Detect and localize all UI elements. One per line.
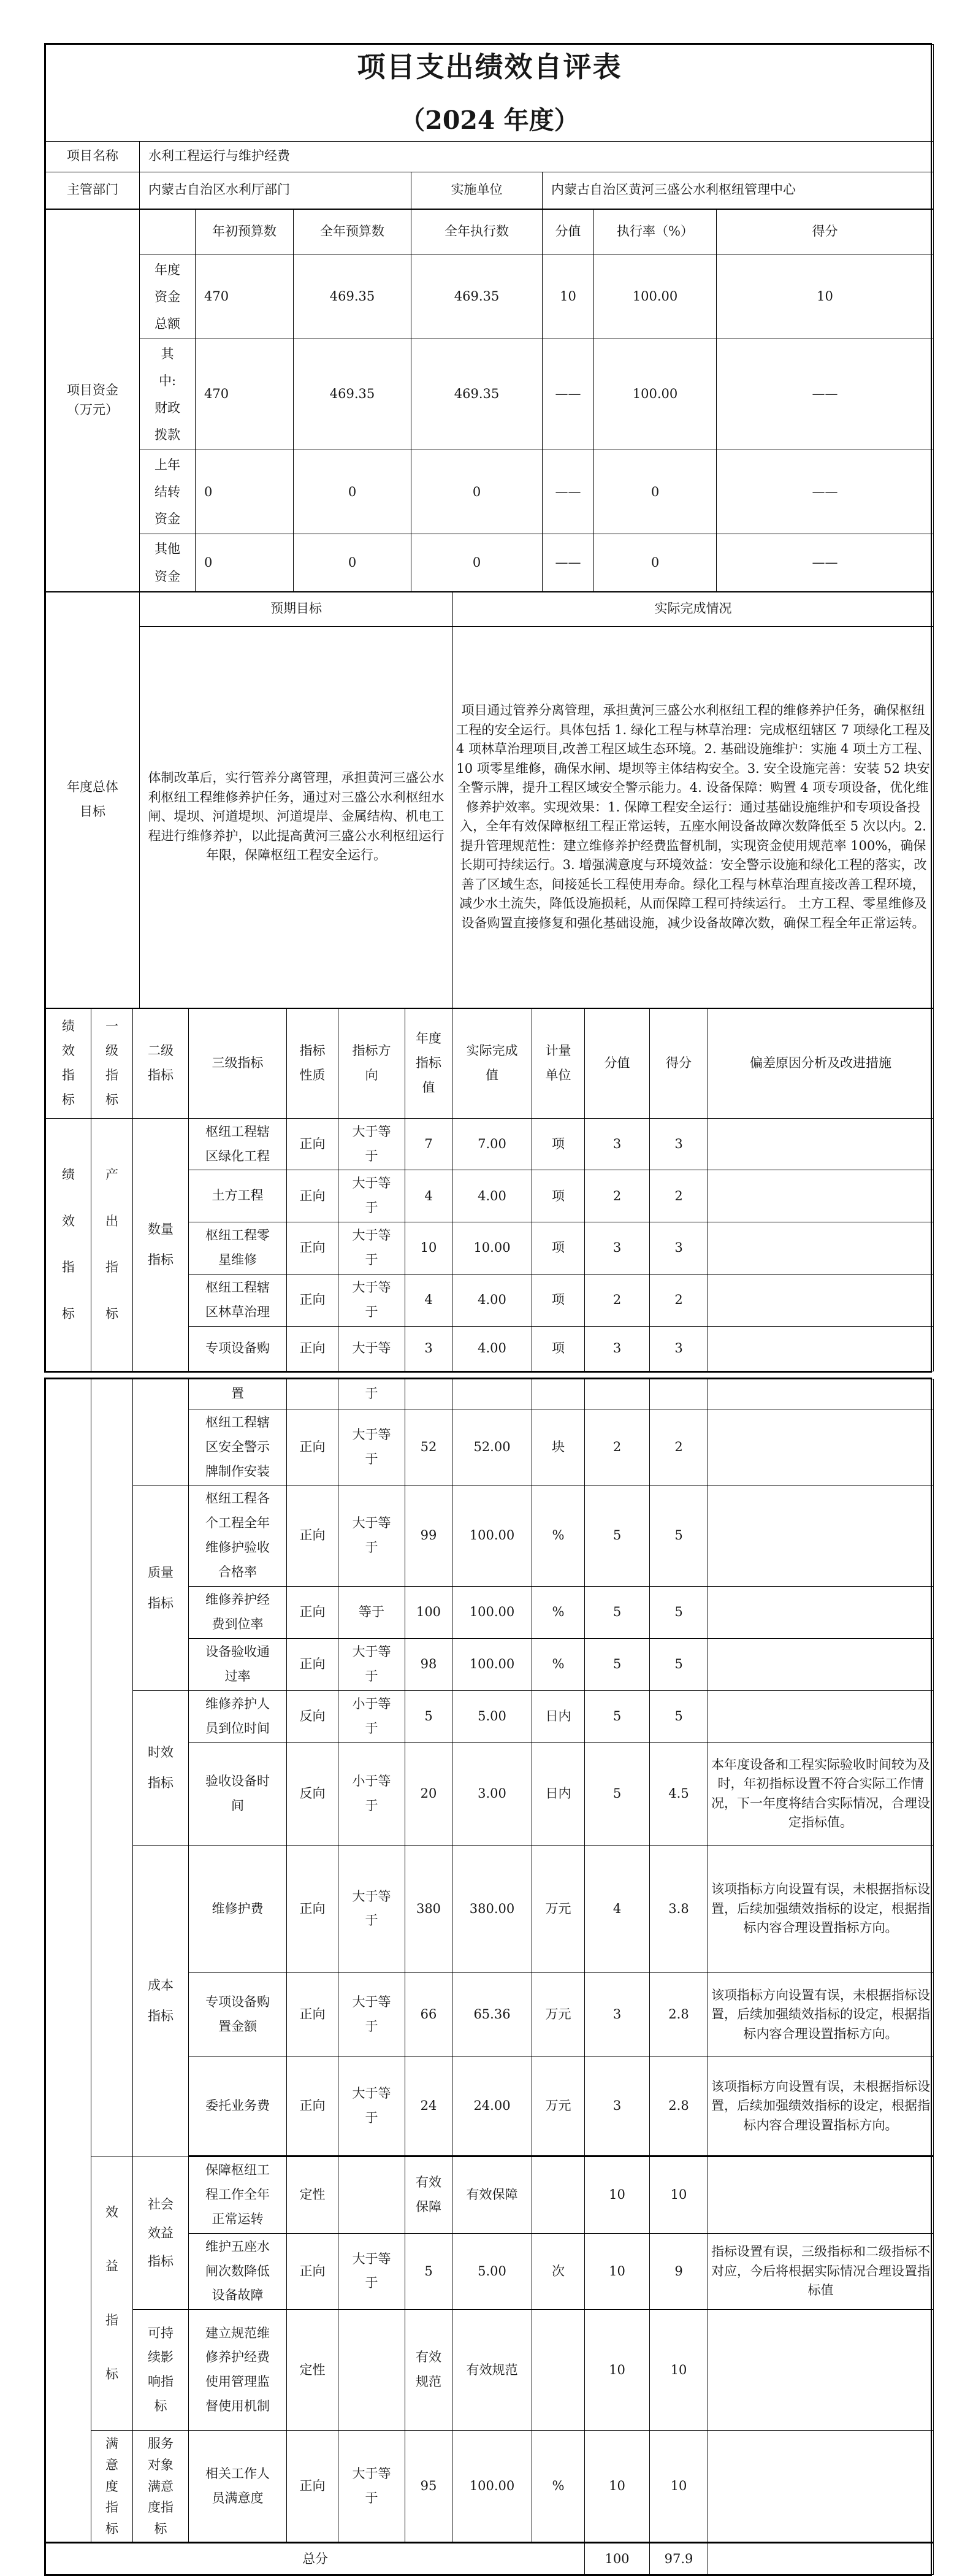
page-title: 项目支出绩效自评表 [357, 50, 622, 83]
cell-nature: 定性 [287, 2310, 338, 2431]
cell-remark: 该项指标方向设置有误，未根据指标设置，后续加强绩效指标的设定，根据指标内容合理设置指标方向。 [708, 1845, 934, 1972]
funding-carryover-rate: 0 [594, 450, 717, 534]
cell-l3: 枢纽工程各个工程全年维修护验收合格率 [189, 1485, 287, 1587]
funding-fiscal-label: 其中:财政拨款 [140, 339, 196, 450]
cell-points: 4.5 [650, 1742, 708, 1845]
cell-points: 3.8 [650, 1845, 708, 1972]
cell-score: 2 [585, 1409, 650, 1485]
header-indicator-nature: 指标性质 [287, 1008, 338, 1118]
cell-score [585, 1379, 650, 1409]
cell-remark: 本年度设备和工程实际验收时间较为及时，年初指标设置不符合实际工作情况，下一年度将结合实际情况，合理设定指标值。 [708, 1742, 934, 1845]
cell-score: 3 [585, 2057, 650, 2156]
cell-score: 10 [585, 2310, 650, 2431]
total-points-value: 97.9 [650, 2543, 708, 2575]
cell-unit: % [532, 1638, 585, 1690]
implementing-unit-label: 实施单位 [411, 172, 543, 209]
cell-nature: 正向 [287, 1485, 338, 1587]
goals-expected-header: 预期目标 [140, 592, 453, 626]
cell-remark [708, 1485, 934, 1587]
cell-l3: 专项设备购 [189, 1326, 287, 1371]
cell-target: 98 [405, 1638, 452, 1690]
indicator-header-row [46, 1008, 934, 1118]
goals-row-label: 年度总体目标 [46, 592, 140, 1008]
cell-remark [708, 2431, 934, 2543]
cell-unit [532, 1379, 585, 1409]
indicator-table-page2 [45, 1379, 934, 2575]
cell-remark [708, 1326, 934, 1371]
cell-actual: 100.00 [452, 2431, 532, 2543]
cell-points: 10 [650, 2156, 708, 2233]
cell-unit: % [532, 1586, 585, 1638]
sheet-1 [44, 43, 932, 1373]
cell-nature: 正向 [287, 1972, 338, 2057]
funding-carryover-initial: 0 [196, 450, 294, 534]
cell-score: 5 [585, 1485, 650, 1587]
funding-other-exec: 0 [411, 534, 543, 591]
cell-actual: 24.00 [452, 2057, 532, 2156]
cell-score: 4 [585, 1845, 650, 1972]
group-output-indicator-continued [91, 1379, 133, 2156]
cell-target: 66 [405, 1972, 452, 2057]
cell-direction: 大于等于 [338, 1274, 405, 1326]
funding-total-label: 年度资金总额 [140, 255, 196, 339]
cell-points: 3 [650, 1222, 708, 1275]
funding-other-initial: 0 [196, 534, 294, 591]
cell-actual: 有效保障 [452, 2156, 532, 2233]
cell-direction: 大于等于 [338, 2233, 405, 2310]
funding-table [45, 209, 934, 592]
cell-nature: 正向 [287, 2431, 338, 2543]
funding-header-execution-rate: 执行率（%） [594, 209, 717, 255]
funding-total-annual: 469.35 [294, 255, 411, 339]
cell-points: 5 [650, 1586, 708, 1638]
cell-unit: 项 [532, 1118, 585, 1170]
funding-fiscal-initial: 470 [196, 339, 294, 450]
cell-score: 5 [585, 1638, 650, 1690]
cell-remark [708, 1379, 934, 1409]
group-performance-indicator-continued [46, 1379, 91, 2543]
group-social-benefit-indicator: 社会效益指标 [133, 2156, 189, 2309]
funding-carryover-score: —— [543, 450, 594, 534]
goals-expected-text: 体制改革后，实行管养分离管理，承担黄河三盛公水利枢纽工程维修养护任务，通过对三盛公水利枢纽水闸、堤坝、河道堤坝、河道堤岸、金属结构、机电工程进行维修养护，以此提高黄河三盛公水利枢纽运行年限，保障枢纽工程安全运行。 [140, 626, 453, 1008]
cell-score: 3 [585, 1326, 650, 1371]
cell-direction: 大于等于 [338, 1638, 405, 1690]
cell-l3: 相关工作人员满意度 [189, 2431, 287, 2543]
group-benefit-indicator: 效益指标 [91, 2156, 133, 2430]
cell-target: 5 [405, 2233, 452, 2310]
cell-l3: 枢纽工程辖区绿化工程 [189, 1118, 287, 1170]
cell-actual: 4.00 [452, 1326, 532, 1371]
indicator-row-normal-operation [46, 2156, 934, 2233]
funding-total-exec: 469.35 [411, 255, 543, 339]
cell-nature: 反向 [287, 1690, 338, 1742]
cell-direction: 等于 [338, 1586, 405, 1638]
cell-nature: 反向 [287, 1742, 338, 1845]
cell-actual: 100.00 [452, 1586, 532, 1638]
cell-remark [708, 1690, 934, 1742]
cell-target [405, 1379, 452, 1409]
indicator-row-staff-arrival-time [46, 1690, 934, 1742]
cell-unit [532, 2156, 585, 2233]
cell-direction: 大于等 [338, 1326, 405, 1371]
funding-other-points: —— [717, 534, 934, 591]
cell-target: 95 [405, 2431, 452, 2543]
funding-row-carryover [46, 450, 934, 534]
cell-target: 24 [405, 2057, 452, 2156]
header-table [45, 44, 934, 209]
indicator-row-purchase-continuation [46, 1379, 934, 1409]
funding-carryover-points: —— [717, 450, 934, 534]
cell-score: 10 [585, 2431, 650, 2543]
cell-actual: 4.00 [452, 1170, 532, 1222]
cell-unit: 项 [532, 1222, 585, 1275]
cell-nature: 正向 [287, 1586, 338, 1638]
cell-points: 2 [650, 1274, 708, 1326]
total-score-row [46, 2543, 934, 2575]
cell-target: 10 [405, 1222, 452, 1275]
cell-score: 2 [585, 1170, 650, 1222]
total-score-label: 总分 [46, 2543, 585, 2575]
cell-remark [708, 2310, 934, 2431]
cell-l3: 维修护费 [189, 1845, 287, 1972]
cell-nature: 正向 [287, 1170, 338, 1222]
cell-target: 4 [405, 1170, 452, 1222]
cell-direction: 于 [338, 1379, 405, 1409]
goals-table [45, 592, 934, 1008]
funding-other-annual: 0 [294, 534, 411, 591]
goals-actual-text: 项目通过管养分离管理，承担黄河三盛公水利枢纽工程的维修养护任务，确保枢纽工程的安全运行。具体包括 1. 绿化工程与林草治理：完成枢纽辖区 7 项绿化工程及 4 项林草治理项目,改善工程区域生态环境。2. 基础设施维护：实施 4 项土方工程、10 项零星维修，确保水闸、堤坝等主体结构安全。3. 安全设施完善：安装 52 块安全警示牌，提升工程区域安全警示能力。4. 设备保障：购置 4 项专项设备，优化维修养护效率。实现效果：1. 保障工程安全运行：通过基础设施维护和专项设备投入，全年有效保障枢纽工程正常运转，五座水闸设备故障次数降低至 5 次以内。2. 提升管理规范性：建立维修养护经费监督机制，实现资金使用规范率 100%，确保长期可持续运行。3. 增强满意度与环境效益：安全警示设施和绿化工程的落实，改善了区域生态，间接延长工程使用寿命。绿化工程与林草治理直接改善工程环境，减少水土流失，降低设施损耗，从而保障工程可持续运行。 土方工程、零星维修及设备购置直接修复和强化基础设施，减少设备故障次数，确保工程全年正常运转。 [453, 626, 934, 1008]
sheet-2 [44, 1378, 932, 2576]
indicator-row-acceptance-rate [46, 1485, 934, 1587]
cell-direction: 大于等于 [338, 2431, 405, 2543]
cell-l3: 委托业务费 [189, 2057, 287, 2156]
header-deviation-analysis: 偏差原因分析及改进措施 [708, 1008, 934, 1118]
cell-nature: 正向 [287, 1845, 338, 1972]
cell-unit: 万元 [532, 1972, 585, 2057]
cell-points: 5 [650, 1638, 708, 1690]
cell-score: 3 [585, 1118, 650, 1170]
cell-target: 5 [405, 1690, 452, 1742]
cell-target: 52 [405, 1409, 452, 1485]
header-score: 分值 [585, 1008, 650, 1118]
cell-score: 10 [585, 2156, 650, 2233]
cell-actual: 100.00 [452, 1638, 532, 1690]
cell-points: 5 [650, 1485, 708, 1587]
cell-l3: 枢纽工程辖区安全警示牌制作安装 [189, 1409, 287, 1485]
cell-score: 2 [585, 1274, 650, 1326]
cell-score: 10 [585, 2233, 650, 2310]
cell-direction: 大于等于 [338, 2057, 405, 2156]
cell-score: 5 [585, 1742, 650, 1845]
funding-row-fiscal [46, 339, 934, 450]
funding-fiscal-points: —— [717, 339, 934, 450]
cell-l3: 设备验收通过率 [189, 1638, 287, 1690]
funding-row-label: 项目资金（万元） [46, 209, 140, 591]
supervising-dept-label: 主管部门 [46, 172, 140, 209]
cell-target: 100 [405, 1586, 452, 1638]
cell-l3: 验收设备时间 [189, 1742, 287, 1845]
group-performance-indicator: 绩效指标 [46, 1118, 91, 1371]
group-cost-indicator: 成本指标 [133, 1845, 189, 2156]
goals-actual-header: 实际完成情况 [453, 592, 934, 626]
cell-actual: 5.00 [452, 2233, 532, 2310]
cell-remark [708, 1586, 934, 1638]
cell-actual: 380.00 [452, 1845, 532, 1972]
supervising-dept-value: 内蒙古自治区水利厅部门 [140, 172, 411, 209]
cell-points: 2 [650, 1409, 708, 1485]
funding-fiscal-exec: 469.35 [411, 339, 543, 450]
cell-remark: 该项指标方向设置有误，未根据指标设置，后续加强绩效指标的设定，根据指标内容合理设置指标方向。 [708, 1972, 934, 2057]
cell-l3: 维修养护人员到位时间 [189, 1690, 287, 1742]
funding-header-points: 得分 [717, 209, 934, 255]
cell-remark [708, 1638, 934, 1690]
cell-unit: % [532, 2431, 585, 2543]
header-unit: 计量单位 [532, 1008, 585, 1118]
cell-actual [452, 1379, 532, 1409]
header-actual-value: 实际完成值 [452, 1008, 532, 1118]
cell-points: 2.8 [650, 2057, 708, 2156]
cell-remark [708, 1118, 934, 1170]
cell-remark [708, 1222, 934, 1275]
document-body [44, 43, 932, 2576]
cell-target: 3 [405, 1326, 452, 1371]
group-timeliness-indicator: 时效指标 [133, 1690, 189, 1845]
funding-carryover-exec: 0 [411, 450, 543, 534]
page-subtitle: （2024 年度） [400, 105, 579, 135]
funding-total-initial: 470 [196, 255, 294, 339]
cell-nature: 正向 [287, 1274, 338, 1326]
cell-l3: 保障枢纽工程工作全年正常运转 [189, 2156, 287, 2233]
cell-remark [708, 2156, 934, 2233]
funding-row-total [46, 255, 934, 339]
cell-nature: 正向 [287, 1326, 338, 1371]
cell-direction: 小于等于 [338, 1690, 405, 1742]
cell-direction [338, 2156, 405, 2233]
cell-nature: 正向 [287, 1222, 338, 1275]
cell-nature: 定性 [287, 2156, 338, 2233]
cell-points: 2.8 [650, 1972, 708, 2057]
cell-nature: 正向 [287, 1638, 338, 1690]
total-remark [708, 2543, 934, 2575]
cell-actual: 10.00 [452, 1222, 532, 1275]
cell-target: 7 [405, 1118, 452, 1170]
funding-fiscal-rate: 100.00 [594, 339, 717, 450]
total-score-value: 100 [585, 2543, 650, 2575]
group-quantity-indicator-continued [133, 1379, 189, 1485]
funding-other-score: —— [543, 534, 594, 591]
funding-header-initial-budget: 年初预算数 [196, 209, 294, 255]
group-quantity-indicator: 数量指标 [133, 1118, 189, 1371]
cell-target: 99 [405, 1485, 452, 1587]
group-sustainability-indicator: 可持续影响指标 [133, 2310, 189, 2431]
funding-header-row [46, 209, 934, 255]
cell-unit: 项 [532, 1326, 585, 1371]
cell-score: 5 [585, 1690, 650, 1742]
cell-l3: 维护五座水闸次数降低设备故障 [189, 2233, 287, 2310]
cell-actual: 有效规范 [452, 2310, 532, 2431]
cell-unit: 万元 [532, 2057, 585, 2156]
cell-nature: 正向 [287, 2057, 338, 2156]
cell-points: 10 [650, 2431, 708, 2543]
group-service-target-satisfaction: 服务对象满意度指标 [133, 2431, 189, 2543]
funding-total-points: 10 [717, 255, 934, 339]
indicator-row-maintenance-fee [46, 1845, 934, 1972]
cell-remark [708, 1274, 934, 1326]
cell-target: 380 [405, 1845, 452, 1972]
cell-unit: % [532, 1485, 585, 1587]
cell-direction: 大于等于 [338, 1222, 405, 1275]
cell-direction: 大于等于 [338, 1409, 405, 1485]
cell-target: 4 [405, 1274, 452, 1326]
funding-other-rate: 0 [594, 534, 717, 591]
funding-total-score: 10 [543, 255, 594, 339]
funding-header-score: 分值 [543, 209, 594, 255]
cell-l3: 枢纽工程辖区林草治理 [189, 1274, 287, 1326]
cell-actual: 3.00 [452, 1742, 532, 1845]
cell-unit: 日内 [532, 1690, 585, 1742]
cell-direction: 大于等于 [338, 1485, 405, 1587]
cell-actual: 4.00 [452, 1274, 532, 1326]
cell-l3: 置 [189, 1379, 287, 1409]
cell-l3: 维修养护经费到位率 [189, 1586, 287, 1638]
cell-direction: 大于等于 [338, 1845, 405, 1972]
cell-score: 3 [585, 1222, 650, 1275]
cell-target: 有效保障 [405, 2156, 452, 2233]
group-satisfaction-indicator: 满意度指标 [91, 2431, 133, 2543]
funding-carryover-annual: 0 [294, 450, 411, 534]
cell-target: 20 [405, 1742, 452, 1845]
indicator-table-page1 [45, 1008, 934, 1371]
cell-points: 3 [650, 1118, 708, 1170]
cell-remark: 指标设置有误，三级指标和二级指标不对应，今后将根据实际情况合理设置指标值 [708, 2233, 934, 2310]
cell-unit: 日内 [532, 1742, 585, 1845]
cell-points [650, 1379, 708, 1409]
header-level3-indicator: 三级指标 [189, 1008, 287, 1118]
cell-nature: 正向 [287, 1409, 338, 1485]
cell-remark: 该项指标方向设置有误，未根据指标设置，后续加强绩效指标的设定，根据指标内容合理设置指标方向。 [708, 2057, 934, 2156]
funding-other-label: 其他资金 [140, 534, 196, 591]
cell-points: 2 [650, 1170, 708, 1222]
funding-total-rate: 100.00 [594, 255, 717, 339]
cell-target: 有效规范 [405, 2310, 452, 2431]
goals-header-row [46, 592, 934, 626]
cell-remark [708, 1170, 934, 1222]
header-level1-indicator: 一级指标 [91, 1008, 133, 1118]
group-output-indicator: 产出指标 [91, 1118, 133, 1371]
cell-points: 9 [650, 2233, 708, 2310]
cell-l3: 建立规范维修养护经费使用管理监督使用机制 [189, 2310, 287, 2431]
header-indicator-direction: 指标方向 [338, 1008, 405, 1118]
group-quality-indicator: 质量指标 [133, 1485, 189, 1691]
goals-content-row [46, 626, 934, 1008]
cell-points: 10 [650, 2310, 708, 2431]
cell-actual: 65.36 [452, 1972, 532, 2057]
cell-l3: 土方工程 [189, 1170, 287, 1222]
cell-unit: 项 [532, 1274, 585, 1326]
cell-unit: 万元 [532, 1845, 585, 1972]
cell-actual: 7.00 [452, 1118, 532, 1170]
cell-nature: 正向 [287, 2233, 338, 2310]
cell-points: 5 [650, 1690, 708, 1742]
project-name-label: 项目名称 [46, 141, 140, 172]
cell-unit: 块 [532, 1409, 585, 1485]
funding-fiscal-annual: 469.35 [294, 339, 411, 450]
cell-unit: 项 [532, 1170, 585, 1222]
implementing-unit-value: 内蒙古自治区黄河三盛公水利枢纽管理中心 [543, 172, 934, 209]
cell-unit: 次 [532, 2233, 585, 2310]
header-performance-indicator: 绩效指标 [46, 1008, 91, 1118]
cell-actual: 100.00 [452, 1485, 532, 1587]
cell-actual: 5.00 [452, 1690, 532, 1742]
funding-sub-label-spacer [140, 209, 196, 255]
cell-actual: 52.00 [452, 1409, 532, 1485]
funding-header-annual-budget: 全年预算数 [294, 209, 411, 255]
funding-header-annual-execution: 全年执行数 [411, 209, 543, 255]
cell-direction: 小于等于 [338, 1742, 405, 1845]
funding-fiscal-score: —— [543, 339, 594, 450]
cell-nature [287, 1379, 338, 1409]
title-block [46, 45, 934, 142]
cell-direction: 大于等于 [338, 1170, 405, 1222]
cell-remark [708, 1409, 934, 1485]
cell-score: 5 [585, 1586, 650, 1638]
header-points: 得分 [650, 1008, 708, 1118]
cell-l3: 枢纽工程零星维修 [189, 1222, 287, 1275]
cell-points: 3 [650, 1326, 708, 1371]
cell-direction [338, 2310, 405, 2431]
indicator-row-greening [46, 1118, 934, 1170]
cell-l3: 专项设备购置金额 [189, 1972, 287, 2057]
project-name-value: 水利工程运行与维护经费 [140, 141, 934, 172]
cell-score: 3 [585, 1972, 650, 2057]
funding-row-other [46, 534, 934, 591]
cell-direction: 大于等于 [338, 1118, 405, 1170]
cell-direction: 大于等于 [338, 1972, 405, 2057]
cell-unit [532, 2310, 585, 2431]
indicator-row-staff-satisfaction [46, 2431, 934, 2543]
header-level2-indicator: 二级指标 [133, 1008, 189, 1118]
indicator-row-supervision-mechanism [46, 2310, 934, 2431]
header-annual-target: 年度指标值 [405, 1008, 452, 1118]
funding-carryover-label: 上年结转资金 [140, 450, 196, 534]
cell-nature: 正向 [287, 1118, 338, 1170]
